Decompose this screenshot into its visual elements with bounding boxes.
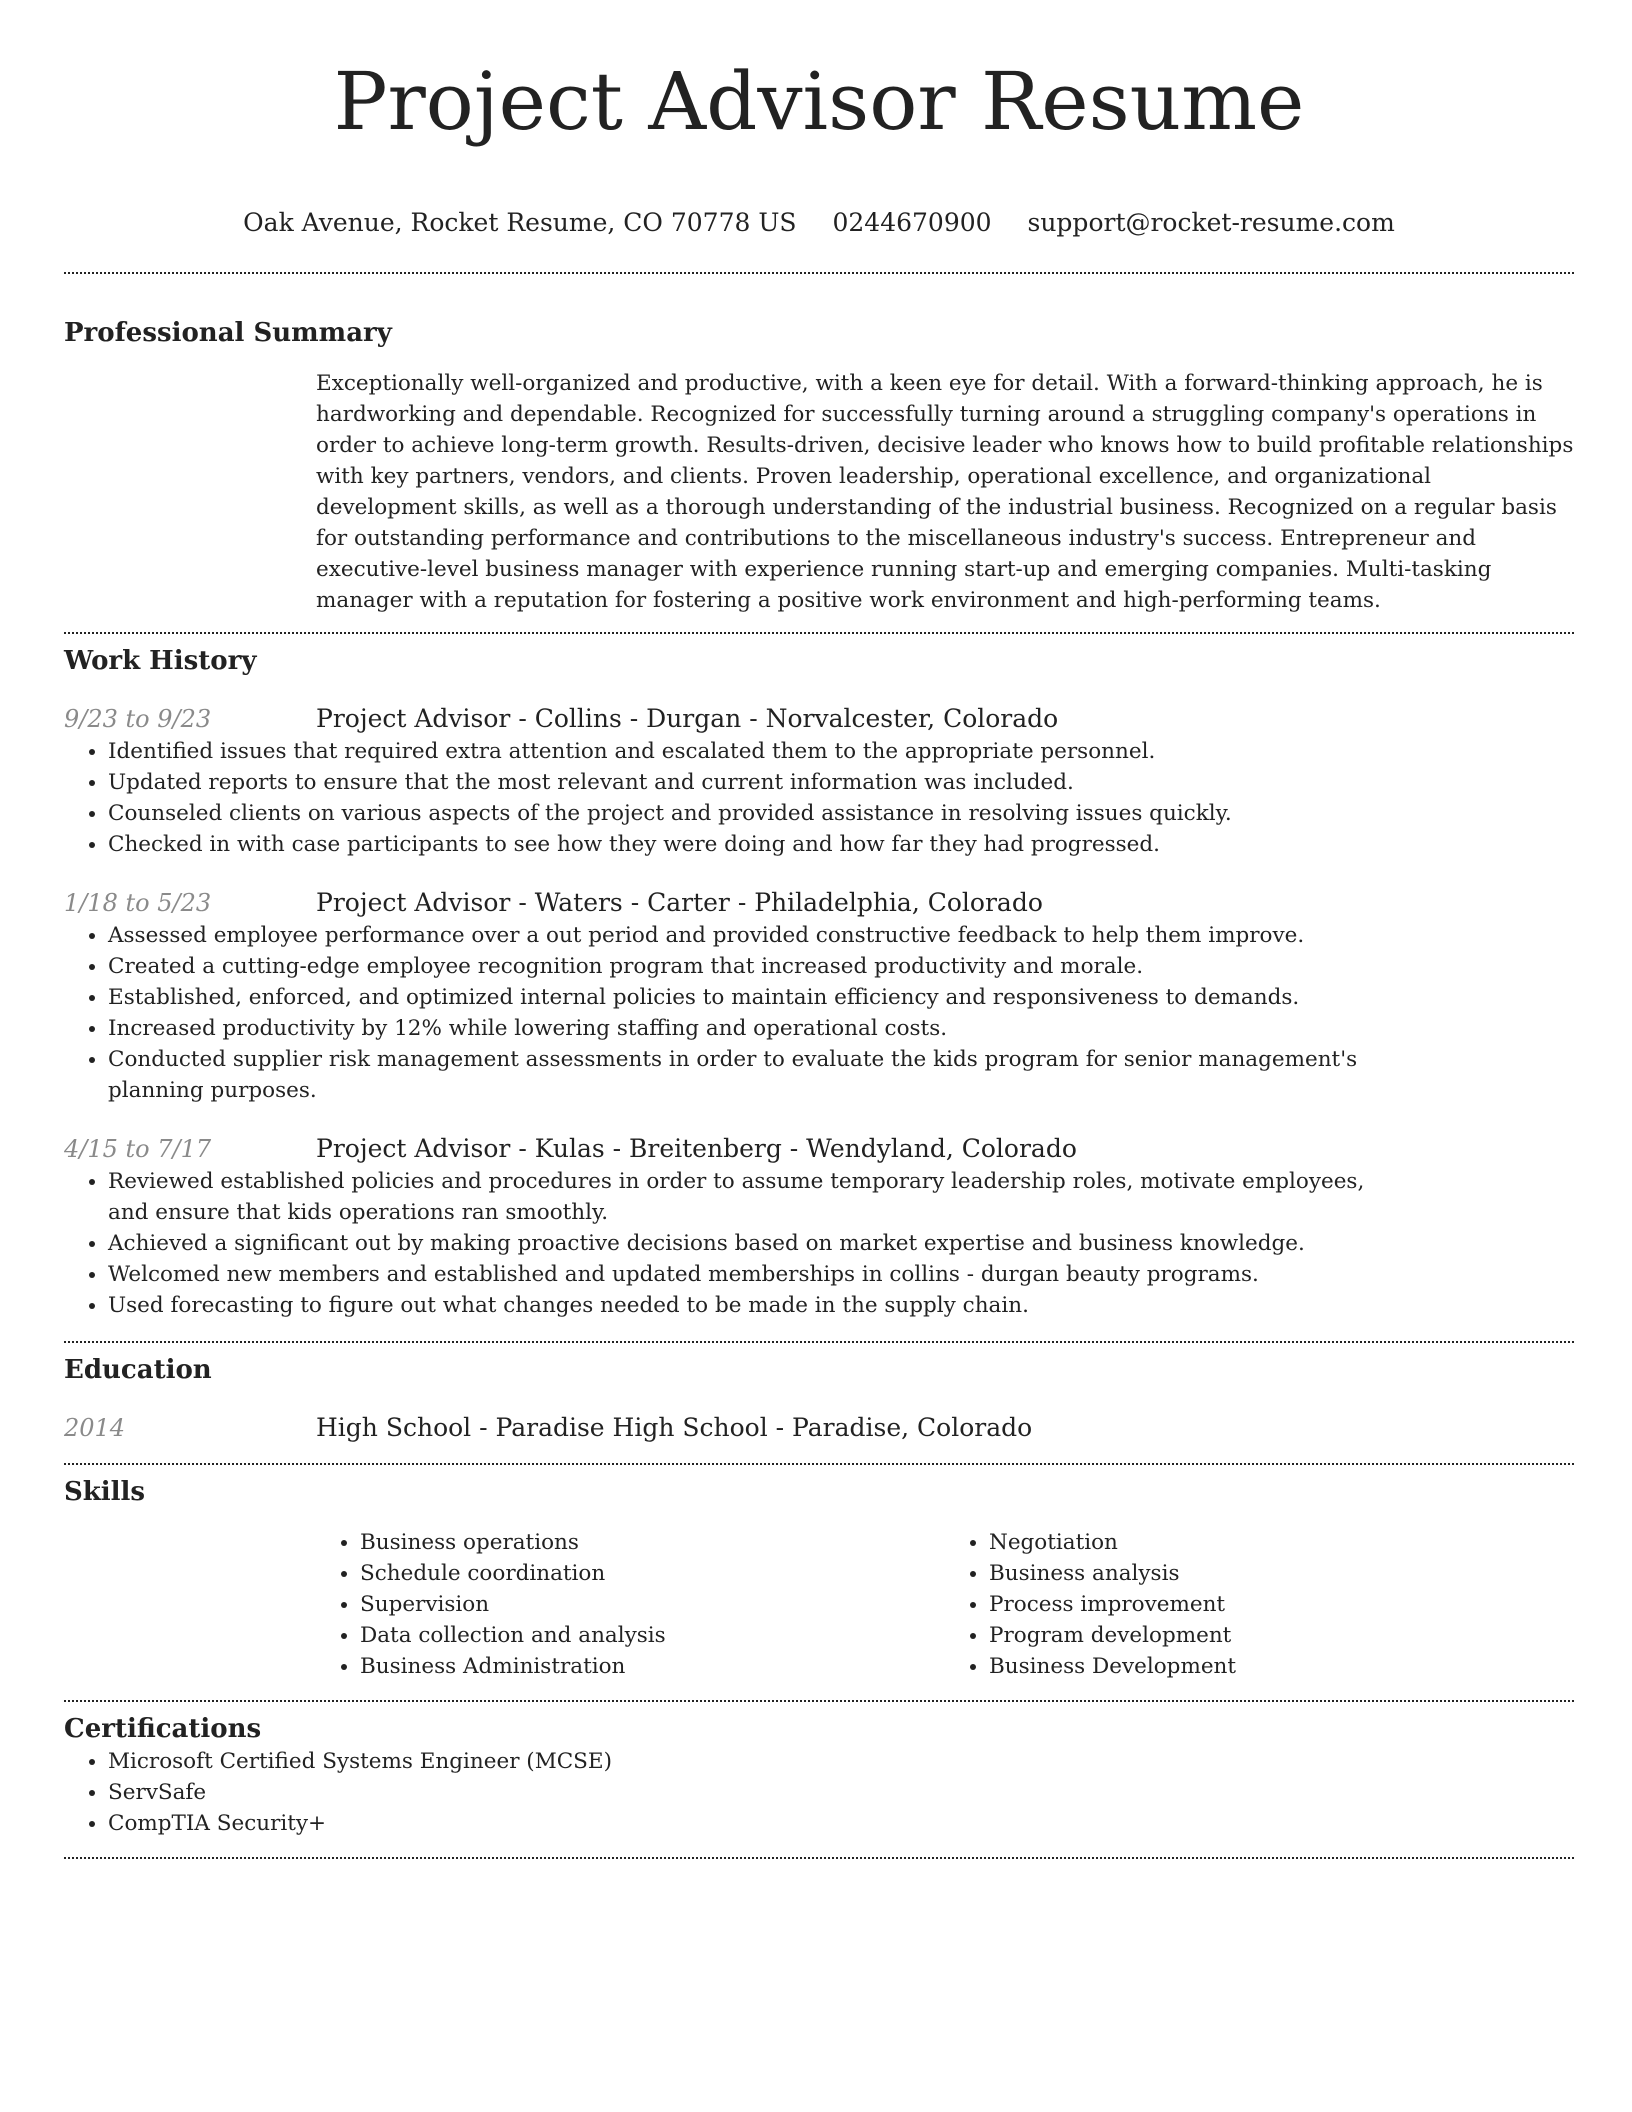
job-bullet: • Achieved a significant out by making proactive decisions based on market expertise and business knowledge. xyxy=(108,1228,1366,1259)
job-bullet: • Conducted supplier risk management assessments in order to evaluate the kids program for senior management's planning purposes. xyxy=(108,1044,1366,1106)
work-section xyxy=(64,644,1574,1321)
job-bullet: • Assessed employee performance over a out period and provided constructive feedback to help them improve. xyxy=(108,920,1366,951)
skills-list-left xyxy=(316,1527,945,1682)
skills-section xyxy=(64,1475,1574,1682)
job-title: Project Advisor - Collins - Durgan - Norvalcester, Colorado xyxy=(316,704,1059,733)
contact-address: Oak Avenue, Rocket Resume, CO 70778 US xyxy=(243,208,797,237)
job-date: 1/18 to 5/23 xyxy=(64,889,212,917)
certifications-section xyxy=(64,1712,1574,1839)
job-title: Project Advisor - Kulas - Breitenberg - Wendyland, Colorado xyxy=(316,1134,1077,1163)
skill-item: • Program development xyxy=(989,1620,1574,1651)
skill-item: • Process improvement xyxy=(989,1589,1574,1620)
skills-grid xyxy=(316,1527,1574,1682)
job-date: 4/15 to 7/17 xyxy=(64,1135,212,1163)
job-date: 9/23 to 9/23 xyxy=(64,705,212,733)
certification-item: • CompTIA Security+ xyxy=(108,1808,1366,1839)
certifications-list xyxy=(64,1746,1366,1839)
resume-title: Project Advisor Resume xyxy=(333,55,1305,148)
job-entry xyxy=(64,886,1574,1106)
job-bullet: • Reviewed established policies and procedures in order to assume temporary leadership roles, motivate employees, and ensure that kids operations ran smoothly. xyxy=(108,1166,1366,1228)
job-bullet: • Identified issues that required extra attention and escalated them to the appropriate personnel. xyxy=(108,736,1366,767)
divider xyxy=(64,1341,1574,1343)
summary-section xyxy=(64,316,1574,616)
job-entry xyxy=(64,702,1574,860)
skill-item: • Business operations xyxy=(360,1527,945,1558)
job-bullets xyxy=(64,736,1366,860)
section-heading-skills: Skills xyxy=(64,1477,146,1507)
contact-phone: 0244670900 xyxy=(832,208,992,237)
job-bullet: • Used forecasting to figure out what changes needed to be made in the supply chain. xyxy=(108,1290,1366,1321)
skill-item: • Business analysis xyxy=(989,1558,1574,1589)
education-title: High School - Paradise High School - Paradise, Colorado xyxy=(316,1413,1033,1442)
certification-item: • ServSafe xyxy=(108,1777,1366,1808)
skills-list-right xyxy=(945,1527,1574,1682)
job-bullet: • Established, enforced, and optimized internal policies to maintain efficiency and responsiveness to demands. xyxy=(108,982,1366,1013)
section-heading-work: Work History xyxy=(64,646,257,676)
resume-page xyxy=(64,0,1574,1859)
skill-item: • Business Development xyxy=(989,1651,1574,1682)
skill-item: • Business Administration xyxy=(360,1651,945,1682)
job-bullet: • Created a cutting-edge employee recognition program that increased productivity and morale. xyxy=(108,951,1366,982)
job-bullets xyxy=(64,1166,1366,1321)
job-entry xyxy=(64,1132,1574,1321)
divider xyxy=(64,1700,1574,1702)
divider xyxy=(64,632,1574,634)
job-bullet: • Welcomed new members and established and updated memberships in collins - durgan beauty programs. xyxy=(108,1259,1366,1290)
section-heading-certifications: Certifications xyxy=(64,1714,262,1744)
skill-item: • Schedule coordination xyxy=(360,1558,945,1589)
skill-item: • Data collection and analysis xyxy=(360,1620,945,1651)
skill-item: • Supervision xyxy=(360,1589,945,1620)
divider xyxy=(64,1463,1574,1465)
education-section xyxy=(64,1353,1574,1445)
contact-email: support@rocket-resume.com xyxy=(1027,208,1395,237)
contact-line xyxy=(64,206,1574,240)
skill-item: • Negotiation xyxy=(989,1527,1574,1558)
section-heading-summary: Professional Summary xyxy=(64,318,392,348)
job-bullet: • Checked in with case participants to see how they were doing and how far they had progressed. xyxy=(108,829,1366,860)
job-bullets xyxy=(64,920,1366,1106)
job-bullet: • Increased productivity by 12% while lowering staffing and operational costs. xyxy=(108,1013,1366,1044)
section-heading-education: Education xyxy=(64,1355,212,1385)
education-date: 2014 xyxy=(64,1414,126,1442)
divider xyxy=(64,1857,1574,1859)
job-bullet: • Updated reports to ensure that the most relevant and current information was included. xyxy=(108,767,1366,798)
education-entry xyxy=(64,1411,1574,1445)
certification-item: • Microsoft Certified Systems Engineer (MCSE) xyxy=(108,1746,1366,1777)
summary-text: Exceptionally well-organized and productive, with a keen eye for detail. With a forward-thinking approach, he is hardworking and dependable. Recognized for successfully turning around a struggling company's operations in order to achieve long-term growth. Results-driven, decisive leader who knows how to build profitable relationships with key partners, vendors, and clients. Proven leadership, operational excellence, and organizational development skills, as well as a thorough understanding of the industrial business. Recognized on a regular basis for outstanding performance and contributions to the miscellaneous industry's success. Entrepreneur and executive-level business manager with experience running start-up and emerging companies. Multi-tasking manager with a reputation for fostering a positive work environment and high-performing teams. xyxy=(316,371,1574,613)
job-bullet: • Counseled clients on various aspects of the project and provided assistance in resolving issues quickly. xyxy=(108,798,1366,829)
job-title: Project Advisor - Waters - Carter - Philadelphia, Colorado xyxy=(316,888,1043,917)
divider xyxy=(64,272,1574,274)
